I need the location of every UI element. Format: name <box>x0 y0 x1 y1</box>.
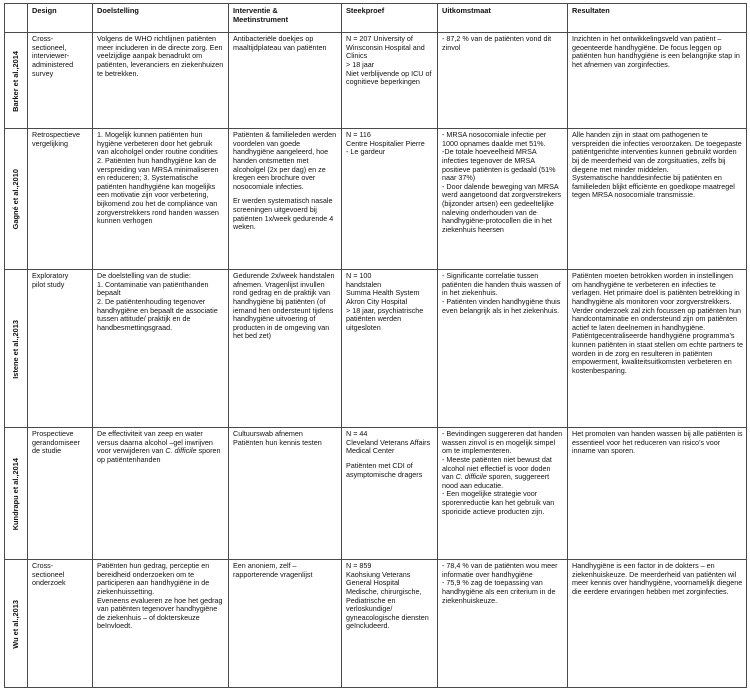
results-text: Patiënten moeten betrokken worden in instellingen om handhygiëne te verbeteren en infecties te verlagen. Het primaire doel is patiënten betrekking in handhygiëne als monitoren voor zorgverstrekkers. Verder onderzoek zal zich focussen op patiënten hun handcontaminatie en ondersteund zijn om patiënten actief te laten deelnemen in handhygiëne. Patiëntgecentraliseerde handhygiëne programma’s kunnen patiënten in staat stellen om echte partners te worden in de zorg en resulteren in patiënten empowerment, kwaliteitsuitkomsten verbeteren en kostenbesparing. <box>572 271 744 376</box>
row-aim <box>93 33 229 129</box>
row-intervention <box>229 129 342 270</box>
header-outcome: Uitkomstmaat <box>438 4 568 33</box>
table-row <box>5 560 747 688</box>
table-row <box>5 33 747 129</box>
table-row <box>5 428 747 560</box>
row-results <box>568 270 747 428</box>
row-design <box>28 428 93 560</box>
header-row <box>5 4 747 33</box>
outcome-text-part: sporen, suggereert nood aan educatie. <box>442 472 550 490</box>
row-outcome <box>438 129 568 270</box>
row-author: Istene et al.,2013 <box>11 319 21 379</box>
outcome-text: - 87,2 % van de patiënten vond dit zinvol <box>442 34 552 52</box>
row-design <box>28 33 93 129</box>
intervention-text: Antibacteriële doekjes op maaltijdplateau van patiënten <box>233 34 327 52</box>
outcome-text-part: - Meeste patiënten niet bewust dat alcohol niet effectief is voor doden van <box>442 454 552 482</box>
intervention-text: Cultuurswab afnemen Patiënten hun kennis testen <box>233 429 322 447</box>
table-row <box>5 270 747 428</box>
intervention-text: Een anoniem, zelf – rapporterende vragenlijst <box>233 561 313 579</box>
outcome-text: - 78,4 % van de patiënten wou meer informatie over handhygiëne - 75,9 % zag de toepassing van handhygiëne als een criterium in de ziekenhuiskeuze. <box>442 561 558 605</box>
table-row <box>5 129 747 270</box>
row-intervention <box>229 428 342 560</box>
sample-text: N = 44 Cleveland Veterans Affairs Medical Center <box>346 429 431 456</box>
row-results <box>568 33 747 129</box>
row-outcome <box>438 33 568 129</box>
row-author: Gagné et al.,2010 <box>11 169 21 230</box>
row-aim <box>93 428 229 560</box>
outcome-text: - Bevindingen suggereren dat handen wassen zinvol is en mogelijk simpel om te implementeren. <box>442 429 563 456</box>
header-aim: Doelstelling <box>93 4 229 33</box>
header-sample: Steekproef <box>342 4 438 33</box>
row-design <box>28 560 93 688</box>
row-author-cell <box>5 560 28 688</box>
row-sample <box>342 560 438 688</box>
aim-text: De doelstelling van de studie: 1. Contaminatie van patiënthanden bepaalt 2. De patiëntenhouding tegenover handhygiëne en bepaalt de associatie tussen attitude/ praktijk en de handbesmettingsgraad. <box>97 271 218 332</box>
row-author-cell <box>5 428 28 560</box>
row-sample <box>342 33 438 129</box>
row-results <box>568 560 747 688</box>
design-text: Cross- sectioneel, interviewer- administered survey <box>32 34 74 78</box>
row-author-cell <box>5 33 28 129</box>
literature-table <box>4 3 747 688</box>
row-aim <box>93 270 229 428</box>
row-author: Barker et al.,2014 <box>11 50 21 112</box>
row-outcome <box>438 270 568 428</box>
sample-text: N = 116 Centre Hospitalier Pierre - Le gardeur <box>346 130 425 157</box>
row-outcome <box>438 560 568 688</box>
row-sample <box>342 129 438 270</box>
aim-text: Patiënten hun gedrag, perceptie en bereidheid onderzoeken om te participeren aan handhygiëne in de ziekenhuissetting. Eveneens evalueren ze hoe het gedrag van patiënten tegenover handhygiëne de ziekenhuis – of dokterskeuze beïnvloedt. <box>97 561 223 631</box>
row-results <box>568 428 747 560</box>
aim-text-part: sporen op patiëntenhanden <box>97 446 221 464</box>
aim-text: Volgens de WHO richtlijnen patiënten meer includeren in de directe zorg. Een veelzijdige aanpak benadrukt om patiënten, leveranciers en ziekenhuizen te betrekken. <box>97 34 224 78</box>
design-text: Exploratory pilot study <box>32 271 69 289</box>
intervention-text: Er werden systematisch nasale screeningen uitgevoerd bij patiënten 1x/week gedurende 4 weken. <box>233 196 334 232</box>
design-text: Prospectieve gerandomiseer de studie <box>32 429 80 456</box>
outcome-text: - Significante correlatie tussen patiënten die handen thuis wassen of in het ziekenhuis. - Patiënten vinden handhygiëne thuis even belangrijk als in het ziekenhuis. <box>442 271 561 315</box>
sample-text: N = 100 handstalen Summa Health System Akron City Hospital > 18 jaar, psychiatrische patiënten werden uitgesloten <box>346 271 424 332</box>
sample-text: N = 207 University of Winsconsin Hospital and Clinics > 18 jaar Niet verblijvende op ICU of cognitieve beperkingen <box>346 34 432 87</box>
row-design <box>28 129 93 270</box>
organism-name: C. difficile <box>165 446 197 456</box>
row-sample <box>342 428 438 560</box>
results-text: Handhygiëne is een factor in de dokters – en ziekenhuiskeuze. De meerderheid van patiënten wil meer kennis over handhygiëne, voornamelijk diegene die eerdere ervaringen hebben met zorginfecties. <box>572 561 743 596</box>
intervention-text: Gedurende 2x/week handstalen afnemen. Vragenlijst invullen rond gedrag en de praktijk van handhygiëne bij patiënten (of iemand hen ondersteunt tijdens handhygiëne uitvoering of producten in de omgeving van het bed zet) <box>233 271 335 341</box>
header-intervention: Interventie & Meetinstrument <box>229 4 342 33</box>
results-text: Het promoten van handen wassen bij alle patiënten is essentieel voor het reduceren van risico’s voor inname van sporen. <box>572 429 743 456</box>
page <box>4 3 746 688</box>
row-intervention <box>229 560 342 688</box>
results-text: Alle handen zijn in staat om pathogenen te verspreiden die infecties veroorzaken. De toegepaste patiëntgerichte interventies kunnen gebruikt worden bij de meerderheid van de zorgsituaties, zelfs bij diegene met minder middelen. Systematische handdesinfectie bij patiënten en familieleden blijkt efficiënte en goedkope maatregel tegen MRSA nosocomiale transmissie. <box>572 130 742 200</box>
row-outcome <box>438 428 568 560</box>
organism-name: C. difficile <box>455 472 487 482</box>
row-author-cell <box>5 129 28 270</box>
sample-text: Patiënten met CDI of asymptomische dragers <box>346 460 423 479</box>
row-aim <box>93 560 229 688</box>
header-author <box>5 4 28 33</box>
design-text: Retrospectieve vergelijking <box>32 130 80 148</box>
aim-text: 1. Mogelijk kunnen patiënten hun hygiëne verbeteren door het gebruik van alcoholgel onder routine condities 2. Patiënten hun handhygiëne kan de verspreiding van MRSA minimaliseren en reduceren; 3. Systematische patiënten handhygiëne kan mogelijks een motivatie zijn voor verbetering, bijkomend zou het de compliance van zorgverstrekkers rond handen wassen kunnen verhogen <box>97 130 219 226</box>
aim-text <box>97 430 225 465</box>
outcome-text: - MRSA nosocomiale infectie per 1000 opnames daalde met 51%. -De totale hoeveelheid MRSA infecties tegenover de MRSA positieve patiënten is gedaald (51% naar 37%) - Door dalende beweging van MRSA werd aangetoond dat zorgverstrekers (bijzonder artsen) een gedeeltelijke naleving onderhouden van de handhygiëne-protocollen die in het ziekenhuis heersen <box>442 130 562 235</box>
row-author-cell <box>5 270 28 428</box>
row-intervention <box>229 270 342 428</box>
sample-text: N = 859 Kaohsiung Veterans General Hospital Medische, chirurgische, Pediatrische en verloskundige/ gyneacologische diensten geïncludeerd. <box>346 561 429 631</box>
design-text: Cross- sectioneel onderzoek <box>32 561 66 588</box>
outcome-text: - Een mogelijke strategie voor sporenreductie kan het gebruik van sporicide actieve producten zijn. <box>442 489 555 516</box>
aim-text-part: De effectiviteit van zeep en water versus daarna alcohol –gel inwrijven voor verwijderen van <box>97 429 213 456</box>
row-results <box>568 129 747 270</box>
header-design: Design <box>28 4 93 33</box>
outcome-text <box>442 456 564 491</box>
row-design <box>28 270 93 428</box>
row-aim <box>93 129 229 270</box>
header-results: Resultaten <box>568 4 747 33</box>
row-sample <box>342 270 438 428</box>
row-author: Kundrapu et al.,2014 <box>11 457 21 531</box>
row-author: Wu et al.,2013 <box>11 599 21 649</box>
row-intervention <box>229 33 342 129</box>
intervention-text: Patiënten & familieleden werden voordelen van goede handhygiëne aangeleerd, hoe handen ontsmetten met alcoholgel (2x per dag) en ze kregen een brochure over nosocomiale infecties. <box>233 130 337 191</box>
results-text: Inzichten in het ontwikkelingsveld van patiënt – geoenteerde handhygiëne. De focus leggen op patiënten hun handhygiëne is een belangrijke stap in het afnemen van zorginfecties. <box>572 34 740 69</box>
